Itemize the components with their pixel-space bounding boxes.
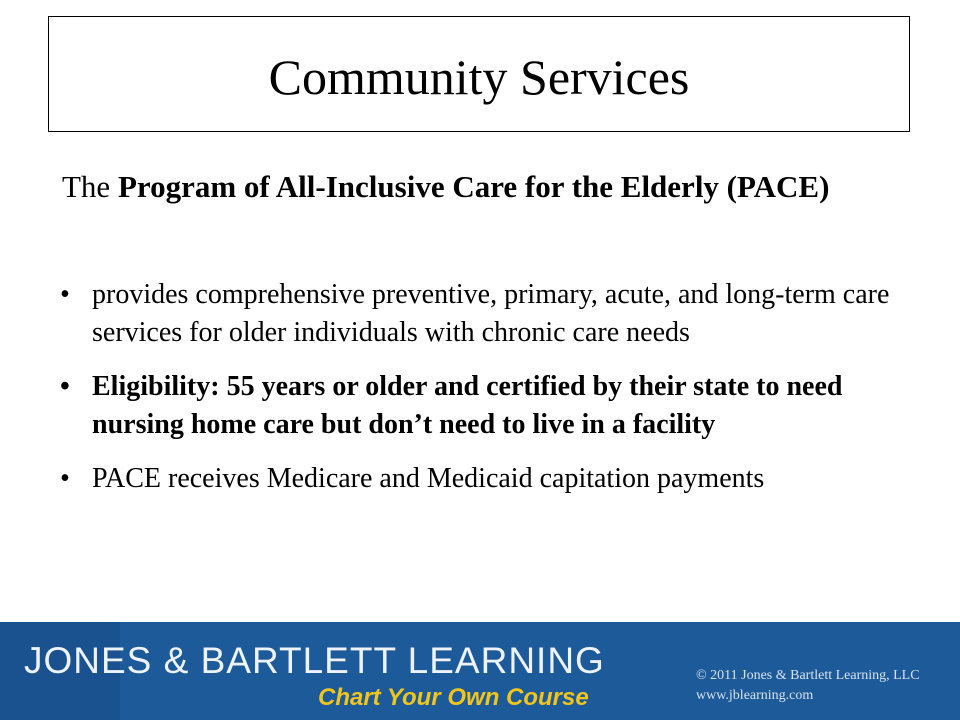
intro-prefix: The (62, 169, 118, 204)
title-box (48, 16, 910, 132)
bullet-item-eligibility (58, 368, 908, 444)
bullet-text: provides comprehensive preventive, primary, acute, and long-term care services for older individuals with chronic care needs (92, 279, 890, 348)
bullet-item-payments (58, 460, 908, 498)
website-link[interactable]: www.jblearning.com (696, 688, 814, 703)
publisher-logo-text: JONES & BARTLETT LEARNING (24, 640, 605, 681)
intro-program-name: Program of All-Inclusive Care for the Elderly (PACE) (117, 169, 830, 204)
bullet-text: Eligibility: 55 years or older and certified by their state to need nursing home care but don’t need to live in a facility (92, 371, 843, 440)
publisher-slogan: Chart Your Own Course (318, 684, 589, 711)
bullet-list (58, 276, 908, 514)
bullet-marker: • (60, 371, 70, 402)
slide-title: Community Services (268, 49, 690, 105)
bullet-marker: • (60, 463, 70, 494)
bullet-marker: • (60, 279, 70, 310)
bullet-item-services (58, 276, 908, 352)
bullet-text: PACE receives Medicare and Medicaid capitation payments (92, 463, 765, 494)
copyright-text: © 2011 Jones & Bartlett Learning, LLC (696, 668, 920, 683)
intro-paragraph (62, 166, 902, 208)
